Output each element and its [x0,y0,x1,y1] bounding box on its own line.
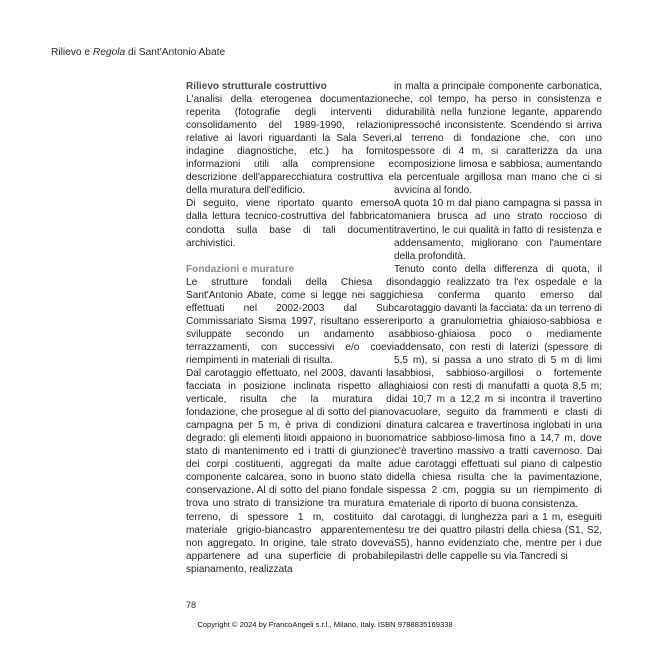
running-head-suffix: di Sant'Antonio Abate [125,47,226,58]
running-head-italic: Regola [92,47,126,58]
section-heading-rilievo: Rilievo strutturale costruttivo [186,81,327,92]
running-head-prefix: Rilievo e [51,47,93,58]
left-column [186,80,394,576]
paragraph: Dal carotaggio effettuato, nel 2003, davanti la facciata in posizione inclinata rispetto alla verticale, risulta che la muratura di fondazione, che prosegue al di sotto del piano campagna per 5 m, è priva di condizioni di degrado: gli elementi litoidi appaiono in buono stato di mantenimento ed i tratti di giunzione dei corpi costituenti, aggregati da malte a componente calcarea, sono in buono stato di conservazione. Al di sotto del piano fondale si trova uno strato di transizione tra muratura e terreno, di spessore 1 m, costituito da materiale grigio-biancastro apparentemente non aggregato. In origine, tale strato doveva appartenere ad una superficie di probabile spianamento, realizzata [186,367,394,575]
right-column [394,80,602,563]
copyright-notice: Copyright © 2024 by FrancoAngeli s.r.l., Milano, Italy. ISBN 9788835169338 [197,620,453,629]
paragraph: A quota 10 m dal piano campagna si passa in maniera brusca ad uno strato roccioso di travertino, le cui qualità in fatto di resistenza e addensamento, migliorano con l'aumentare della profondità. [394,198,602,262]
paragraph: Tenuto conto della differenza di quota, il sondaggio realizzato tra l'ex ospedale e la chiesa conferma quanto emerso dal carotaggio davanti la facciata: da un terreno di riporto a granulometria ghiaioso-sabbiosa e sabbioso-ghiaiosa poco o mediamente addensato, con resti di laterizi (spessore di 5,5 m), si passa a uno strato di 5 m di limi sabbiosi, sabbioso-argillosi o fortemente ghiaiosi con resti di manufatti a quota 8,5 m; dai 10,7 m a 12,2 m si incontra il travertino vacuolare, seguito da frammenti e clasti di natura calcarea e travertinosa inglobati in una matrice sabbioso-limosa fino a 14,7 m, dove c'è travertino massivo a tratti cavernoso. Dai due carotaggi effettuati sul piano di calpestio della chiesa risulta che la pavimentazione, spessa 2 cm, poggia su un riempimento di materiale di riporto di buona consistenza. [394,263,602,510]
paragraph: I carotaggi, di lunghezza pari a 1 m, eseguiti su tre dei quattro pilastri della chiesa (S1, S2, S5), hanno evidenziato che, mentre per i due pilastri delle cappelle su via Tancredi si [394,511,602,562]
running-head [51,47,225,58]
section-heading-fondazioni: Fondazioni e murature [186,263,295,275]
paragraph: L'analisi della eterogenea documentazione reperita (fotografie degli interventi di consolidamento del 1989-1990, relazioni relative ai lavori riguardanti la Sala Severi, indagine diagnostiche, etc.) ha fornito informazioni utili alla comprensione e descrizione dell'apparecchiatura costruttiva e della muratura dell'edificio. [186,94,394,197]
paragraph: Le strutture fondali della Chiesa di Sant'Antonio Abate, come si legge nei saggi effettuati nel 2002-2003 dal Sub Commissariato Sisma 1997, risultano essere sviluppate secondo un andamento a terrazzamenti, con successivi e/o coevi riempimenti in materiali di risulta. [186,276,394,366]
section-gap [186,250,394,263]
paragraph: Di seguito, viene riportato quanto emerso dalla lettura tecnico-costruttiva del fabbricato condotta sulla base di tali documenti archivistici. [186,198,394,249]
page-number: 78 [186,600,197,610]
paragraph: in malta a principale componente carbonatica, che, col tempo, ha perso in consistenza e durabilità nella funzione legante, apparendo pressoché inconsistente. Scendendo si arriva al terreno di fondazione che, con uno spessore di 4 m, si caratterizza da una composizione limosa e sabbiosa, aumentando la percentuale argillosa man mano che ci si avvicina al fondo. [394,81,602,197]
